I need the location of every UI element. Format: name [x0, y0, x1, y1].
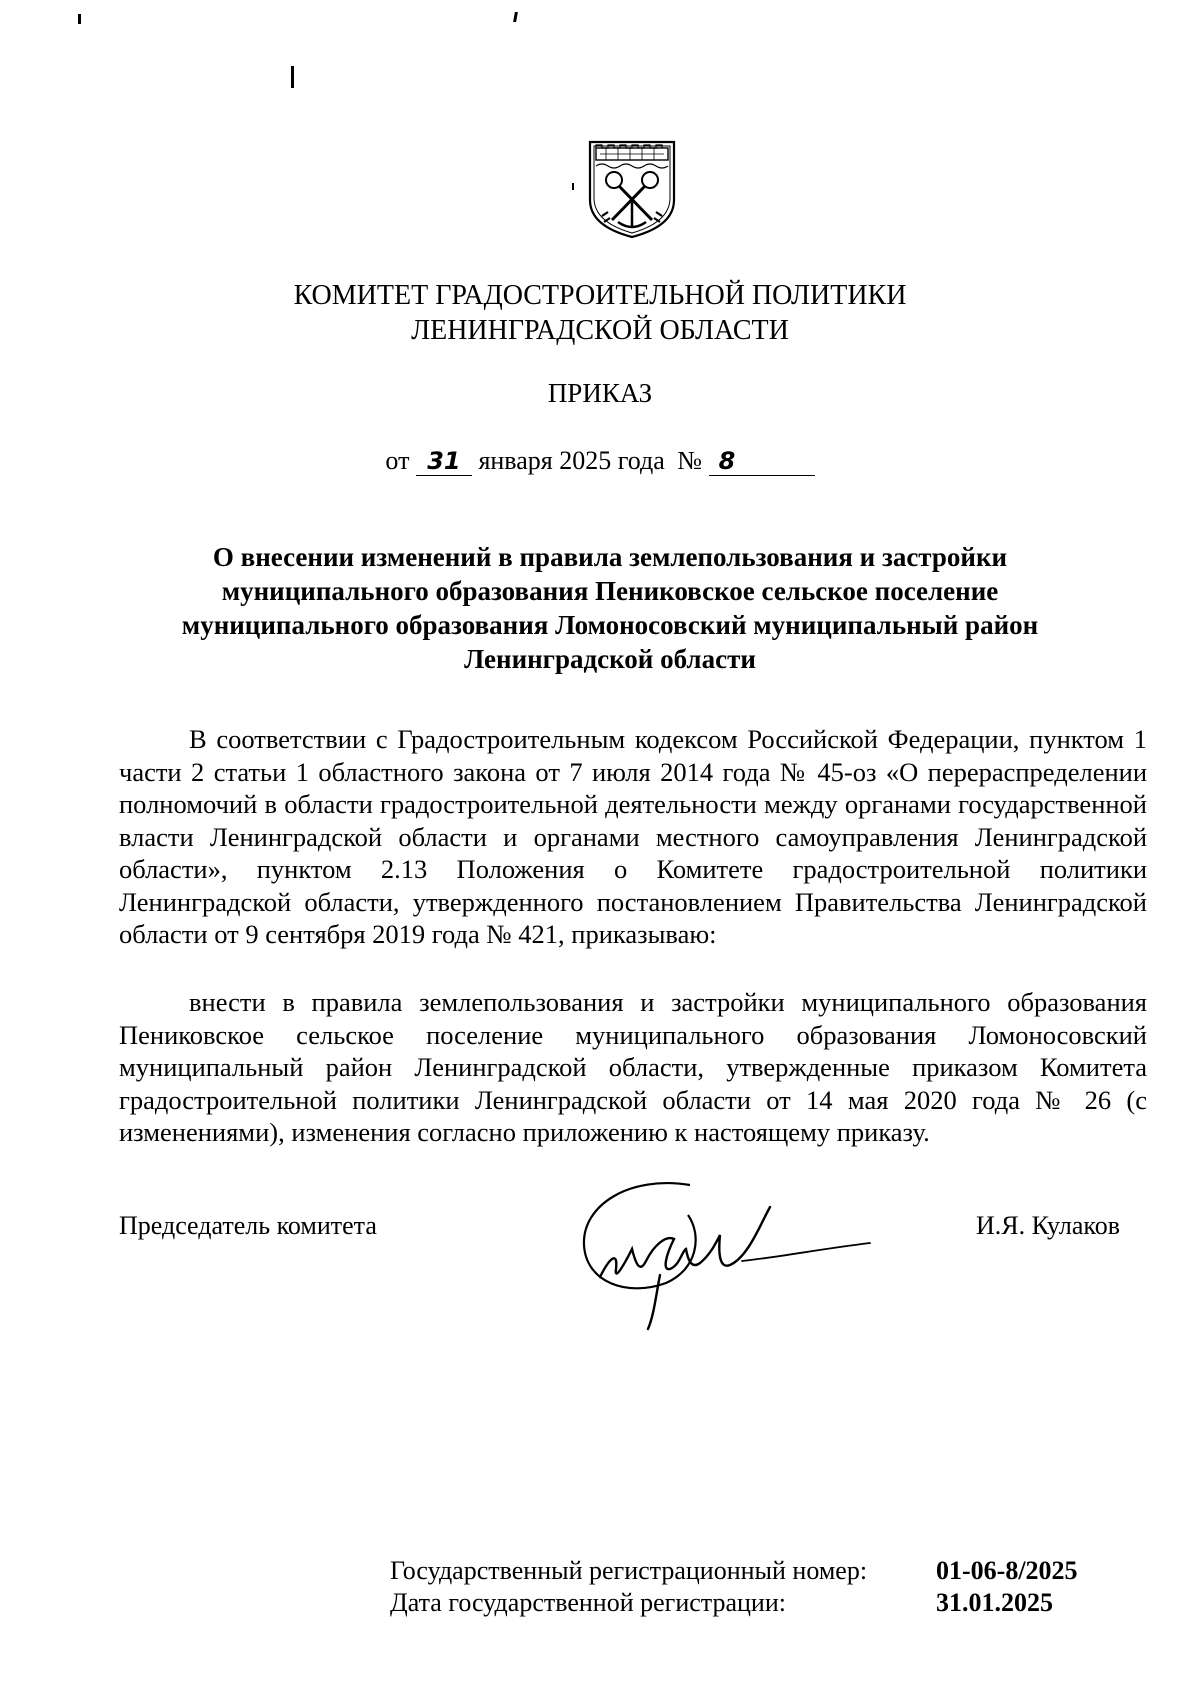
organization-name-line2: ЛЕНИНГРАДСКОЙ ОБЛАСТИ: [411, 315, 789, 346]
scan-mark: [291, 66, 294, 88]
registration-date-value: 31.01.2025: [936, 1588, 1053, 1617]
title-line3: муниципального образования Ломоносовский муниципальный район: [181, 610, 1039, 640]
registration-number-value: 01-06-8/2025: [936, 1556, 1078, 1585]
registration-date-label: Дата государственной регистрации:: [390, 1588, 786, 1617]
title-line1: О внесении изменений в правила землепользования и застройки: [212, 542, 1008, 572]
signatory-role: Председатель комитета: [119, 1211, 377, 1240]
organization-name-line1: КОМИТЕТ ГРАДОСТРОИТЕЛЬНОЙ ПОЛИТИКИ: [293, 280, 907, 311]
registration-number-row: [390, 1556, 1078, 1586]
title-line2: муниципального образования Пениковское сельское поселение: [221, 576, 999, 606]
scan-mark: [572, 183, 574, 190]
registration-date-row: [390, 1588, 1053, 1618]
signatory-name: И.Я. Кулаков: [976, 1211, 1120, 1240]
registration-number-label: Государственный регистрационный номер:: [390, 1556, 868, 1585]
scan-mark: [78, 14, 81, 24]
date-prefix: от: [385, 446, 410, 475]
order-number-handwritten: 8: [709, 447, 815, 476]
coat-of-arms-emblem: [586, 138, 678, 240]
handwritten-signature: [570, 1165, 890, 1335]
document-type: ПРИКАЗ: [547, 378, 653, 408]
document-title: [150, 540, 1070, 676]
body-paragraph-order: внести в правила землепользования и застройки муниципального образования Пениковское сельское поселение муниципального образования Ломоносовский муниципальный район Ленинградской области, утвержденные приказом Комитета градостроительной политики Ленинградской области от 14 мая 2020 года № 26 (с изменениями), изменения согласно приложению к настоящему приказу.: [119, 987, 1147, 1147]
title-line4: Ленинградской области: [464, 644, 756, 674]
date-day-handwritten: 31: [416, 447, 472, 476]
scan-mark: [513, 12, 518, 22]
date-number-line: [0, 446, 1200, 476]
organization-name: [0, 278, 1200, 348]
number-sign: №: [677, 446, 703, 475]
date-month-year: января 2025 года: [478, 446, 665, 475]
body-paragraph-preamble: В соответствии с Градостроительным кодексом Российской Федерации, пунктом 1 части 2 статьи 1 областного закона от 7 июля 2014 года № 45-оз «О перераспределении полномочий в области градостроительной деятельности между органами государственной власти Ленинградской области и органами местного самоуправления Ленинградской области», пунктом 2.13 Положения о Комитете градостроительной политики Ленинградской области, утвержденного постановлением Правительства Ленинградской области от 9 сентября 2019 года № 421, приказываю:: [119, 724, 1147, 949]
